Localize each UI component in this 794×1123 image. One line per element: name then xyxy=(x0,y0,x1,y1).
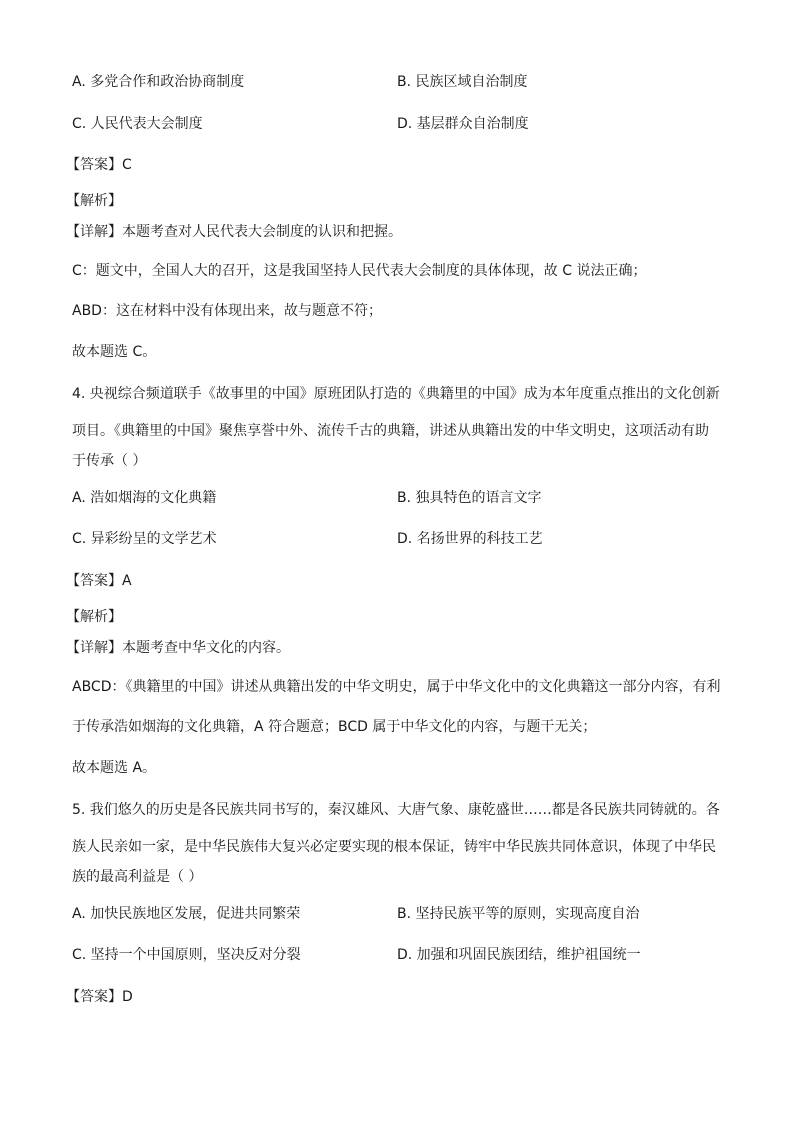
q5-answer: 【答案】D xyxy=(66,989,133,1005)
q4-explain-1: ABCD：《典籍里的中国》讲述从典籍出发的中华文明史，属于中华文化中的文化典籍这一部分内容，有利 xyxy=(72,679,721,695)
q4-explain-2: 于传承浩如烟海的文化典籍，A 符合题意；BCD 属于中华文化的内容，与题干无关； xyxy=(72,719,597,735)
q3-analysis-label: 【解析】 xyxy=(66,193,122,209)
q3-detail: 【详解】本题考查对人民代表大会制度的认识和把握。 xyxy=(66,224,402,240)
q3-option-c: C. 人民代表大会制度 xyxy=(72,116,203,132)
q5-stem-line-1: 5. 我们悠久的历史是各民族共同书写的，秦汉雄风、大唐气象、康乾盛世……都是各民族共同铸就的。各 xyxy=(72,802,720,818)
q3-conclusion: 故本题选 C。 xyxy=(72,344,157,360)
q4-stem-line-2: 项目。《典籍里的中国》聚焦享誉中外、流传千古的典籍，讲述从典籍出发的中华文明史，这项活动有助 xyxy=(72,423,709,439)
q3-explain-1: C：题文中，全国人大的召开，这是我国坚持人民代表大会制度的具体体现，故 C 说法正确； xyxy=(72,263,647,279)
q4-stem-line-3: 于传承（ ） xyxy=(72,453,147,469)
q5-option-a: A. 加快民族地区发展，促进共同繁荣 xyxy=(72,906,301,922)
q4-answer: 【答案】A xyxy=(66,573,132,589)
q4-option-d: D. 名扬世界的科技工艺 xyxy=(397,531,543,547)
q5-option-b: B. 坚持民族平等的原则，实现高度自治 xyxy=(397,906,640,922)
q5-option-d: D. 加强和巩固民族团结，维护祖国统一 xyxy=(397,947,641,963)
q4-detail: 【详解】本题考查中华文化的内容。 xyxy=(66,640,290,656)
q3-answer: 【答案】C xyxy=(66,157,132,173)
q4-analysis-label: 【解析】 xyxy=(66,609,122,625)
q5-stem-line-3: 族的最高利益是（ ） xyxy=(72,869,203,885)
q4-option-a: A. 浩如烟海的文化典籍 xyxy=(72,490,217,506)
q5-option-c: C. 坚持一个中国原则，坚决反对分裂 xyxy=(72,947,301,963)
q4-option-c: C. 异彩纷呈的文学艺术 xyxy=(72,531,217,547)
q4-conclusion: 故本题选 A。 xyxy=(72,760,157,776)
q5-stem-line-2: 族人民亲如一家，是中华民族伟大复兴必定要实现的根本保证，铸牢中华民族共同体意识，体现了中华民 xyxy=(72,839,716,855)
q4-stem-line-1: 4. 央视综合频道联手《故事里的中国》原班团队打造的《典籍里的中国》成为本年度重点推出的文化创新 xyxy=(72,386,720,402)
q3-explain-2: ABD：这在材料中没有体现出来，故与题意不符； xyxy=(72,303,382,319)
q3-option-b: B. 民族区域自治制度 xyxy=(397,74,528,90)
q3-option-a: A. 多党合作和政治协商制度 xyxy=(72,74,245,90)
q4-option-b: B. 独具特色的语言文字 xyxy=(397,490,542,506)
q3-option-d: D. 基层群众自治制度 xyxy=(397,116,529,132)
